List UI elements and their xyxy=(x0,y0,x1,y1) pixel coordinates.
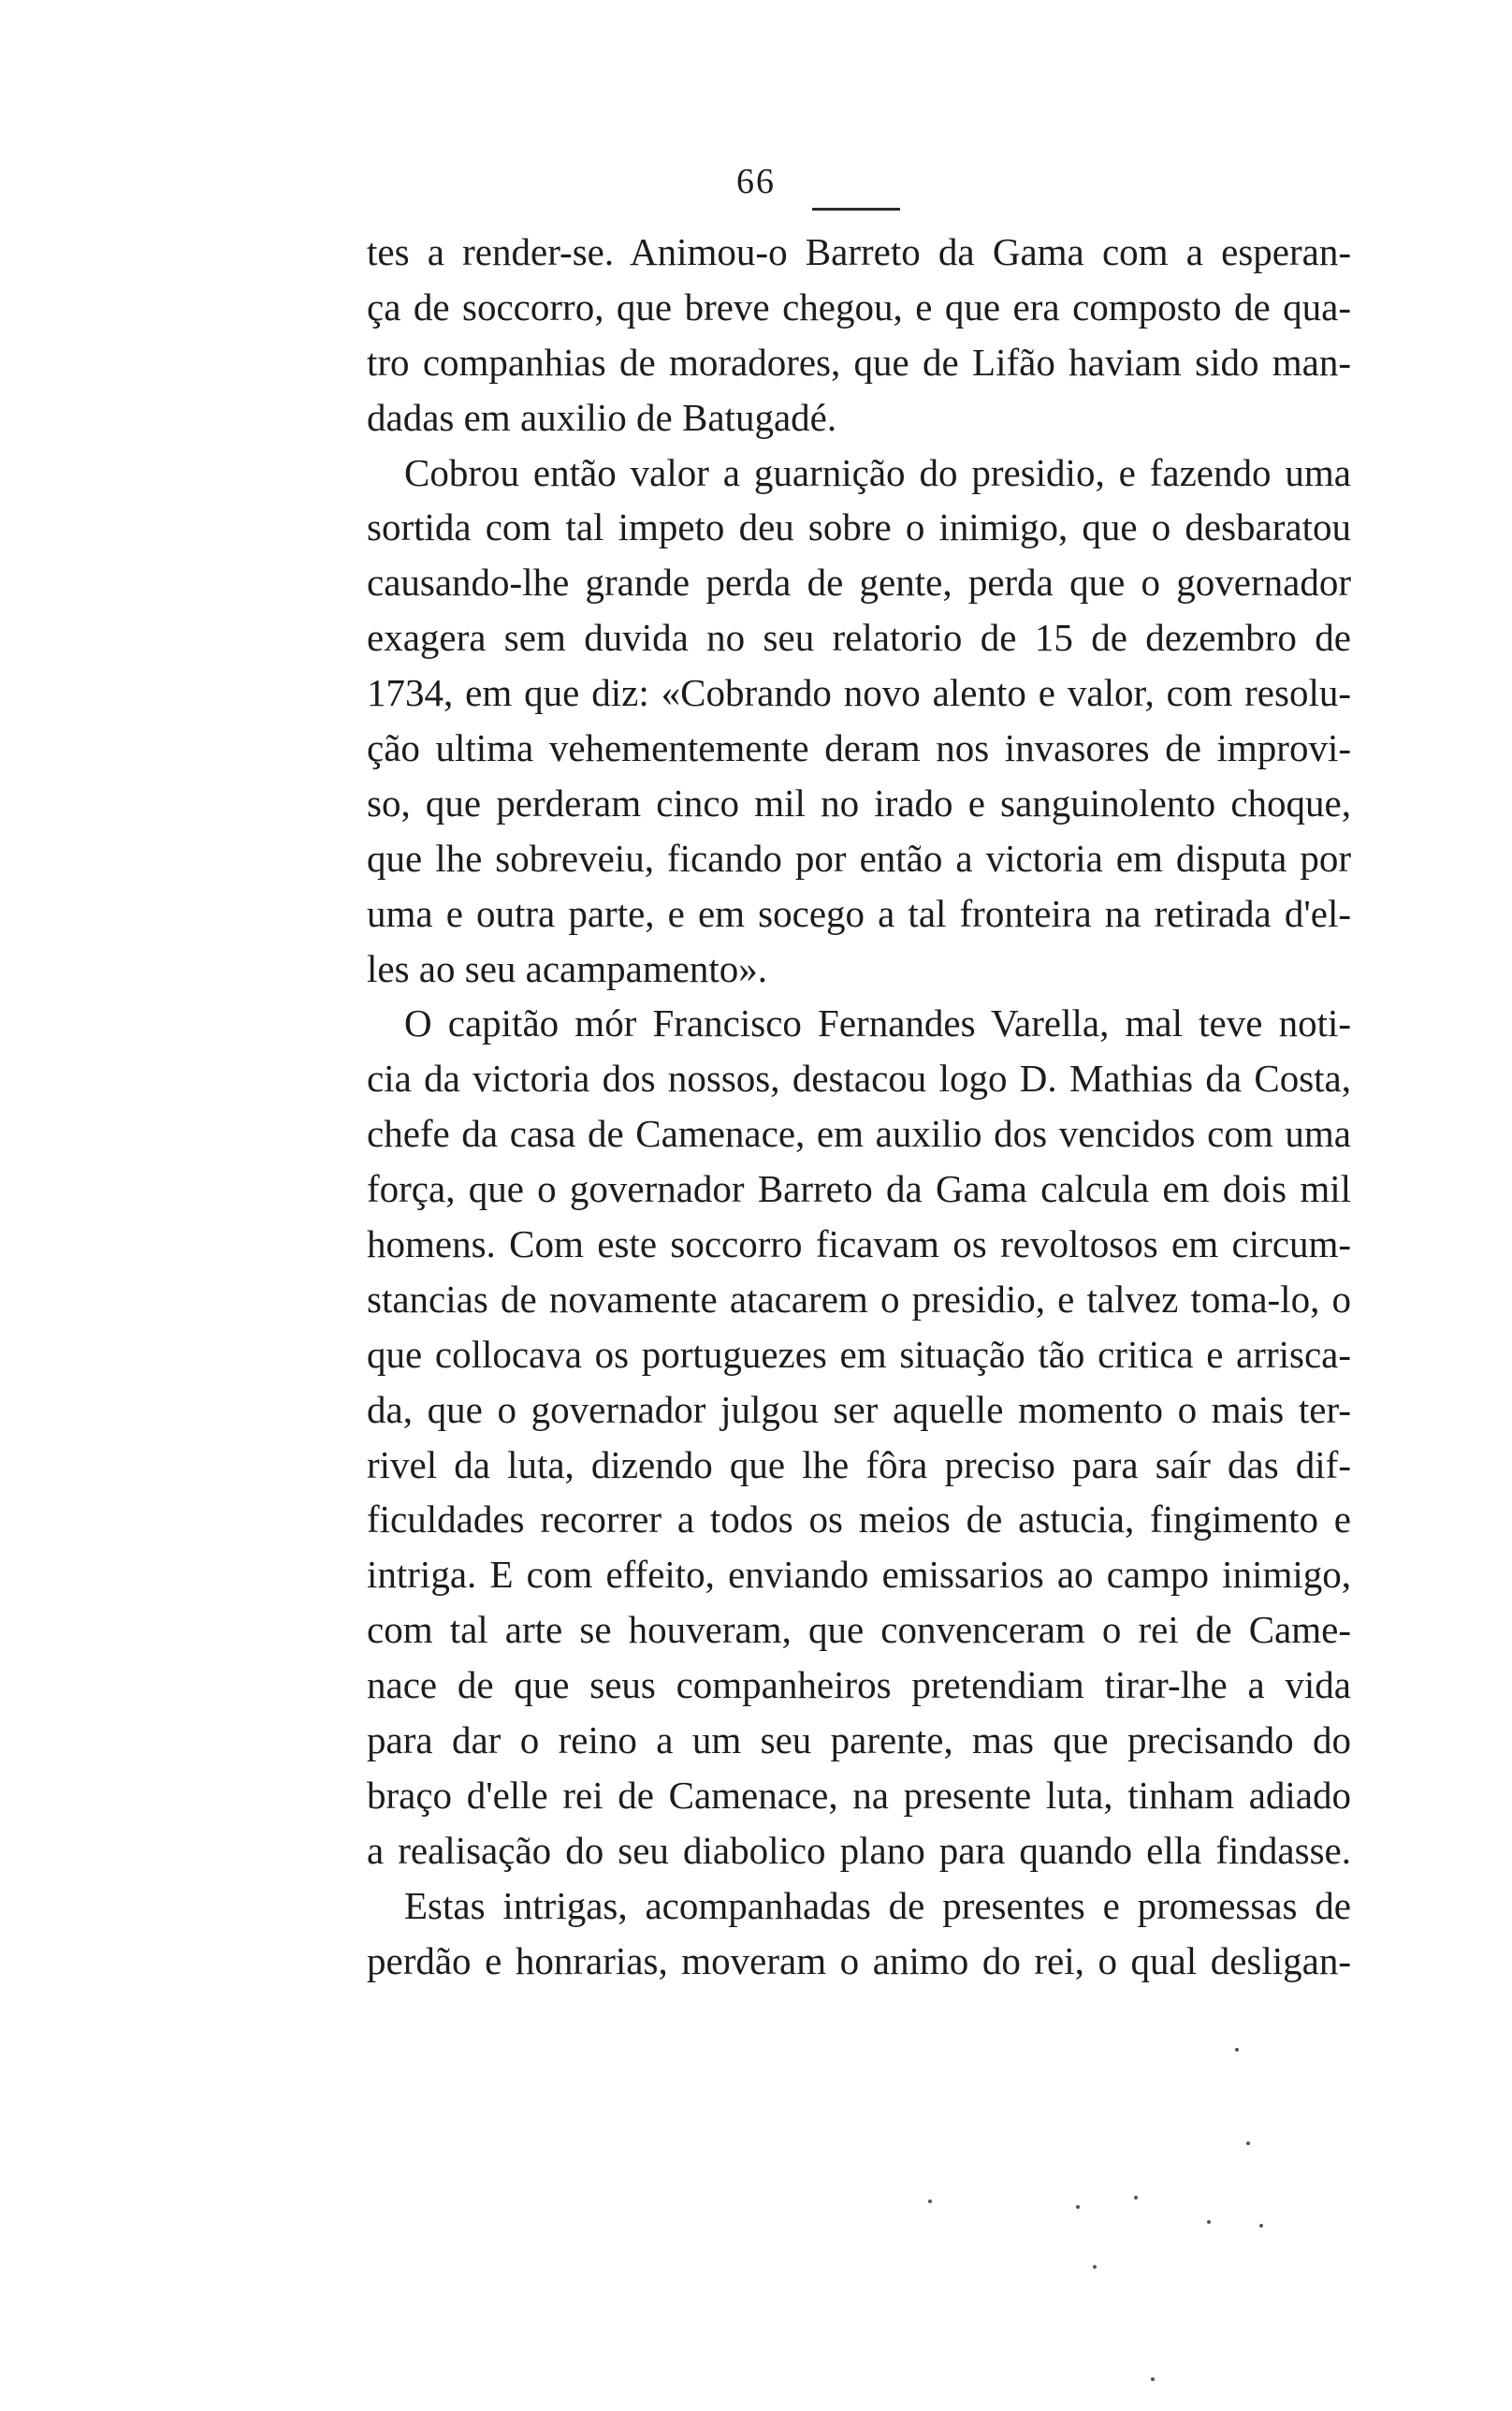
scan-speck xyxy=(1207,2220,1211,2224)
text-line: homens. Com este soccorro ficavam os revoltosos em circum- xyxy=(367,1222,1351,1266)
text-line: perdão e honrarias, moveram o animo do rei, o qual desligan- xyxy=(367,1938,1351,1982)
page-number: 66 xyxy=(736,162,776,201)
text-line: dadas em auxilio de Batugadé. xyxy=(367,395,837,439)
text-line: so, que perderam cinco mil no irado e sanguinolento choque, xyxy=(367,781,1351,825)
scan-speck xyxy=(1134,2196,1138,2199)
text-line: que collocava os portuguezes em situação tão critica e arrisca- xyxy=(367,1332,1351,1376)
text-line: O capitão mór Francisco Fernandes Varella, mal teve noti- xyxy=(404,1001,1351,1045)
text-line: tes a render-se. Animou-o Barreto da Gama com a esperan- xyxy=(367,230,1351,273)
text-line: força, que o governador Barreto da Gama calcula em dois mil xyxy=(367,1167,1351,1211)
text-line: tro companhias de moradores, que de Lifão haviam sido man- xyxy=(367,340,1351,384)
text-line: Estas intrigas, acompanhadas de presentes e promessas de xyxy=(404,1883,1351,1927)
text-line: intriga. E com effeito, enviando emissarios ao campo inimigo, xyxy=(367,1553,1351,1597)
text-line: ça de soccorro, que breve chegou, e que era composto de qua- xyxy=(367,285,1351,329)
text-line: exagera sem duvida no seu relatorio de 15 de dezembro de xyxy=(367,616,1351,660)
text-line: para dar o reino a um seu parente, mas que precisando do xyxy=(367,1718,1351,1762)
paragraph xyxy=(367,996,1351,1878)
text-block xyxy=(367,225,1351,1989)
text-line: sortida com tal impeto deu sobre o inimigo, que o desbaratou xyxy=(367,505,1351,549)
scan-speck xyxy=(928,2199,932,2203)
page-number-rule xyxy=(812,208,900,211)
text-line: chefe da casa de Camenace, em auxilio dos vencidos com uma xyxy=(367,1112,1351,1156)
scan-speck xyxy=(1076,2205,1080,2209)
paragraph xyxy=(367,225,1351,446)
text-line: da, que o governador julgou ser aquelle momento o mais ter- xyxy=(367,1387,1351,1431)
text-line: les ao seu acampamento». xyxy=(367,946,768,990)
text-line: nace de que seus companheiros pretendiam tirar-lhe a vida xyxy=(367,1663,1351,1707)
text-line: ção ultima vehementemente deram nos invasores de improvi- xyxy=(367,726,1351,770)
text-line: Cobrou então valor a guarnição do presidio, e fazendo uma xyxy=(404,450,1351,494)
text-line: a realisação do seu diabolico plano para quando ella findasse. xyxy=(367,1828,1351,1872)
text-line: stancias de novamente atacarem o presidio, e talvez toma-lo, o xyxy=(367,1277,1351,1321)
text-line: com tal arte se houveram, que convenceram o rei de Came- xyxy=(367,1608,1351,1652)
scan-speck xyxy=(1235,2048,1239,2052)
text-line: ficuldades recorrer a todos os meios de astucia, fingimento e xyxy=(367,1498,1351,1542)
scan-speck xyxy=(1246,2141,1250,2145)
text-line: uma e outra parte, e em socego a tal fronteira na retirada d'el- xyxy=(367,891,1351,935)
text-line: braço d'elle rei de Camenace, na presente luta, tinham adiado xyxy=(367,1773,1351,1817)
text-line: que lhe sobreveiu, ficando por então a victoria em disputa por xyxy=(367,836,1351,880)
scan-speck xyxy=(1151,2377,1155,2381)
scan-speck xyxy=(1093,2265,1097,2269)
paragraph xyxy=(367,446,1351,997)
text-line: cia da victoria dos nossos, destacou logo D. Mathias da Costa, xyxy=(367,1057,1351,1101)
paragraph xyxy=(367,1878,1351,1989)
scan-speck xyxy=(1259,2224,1263,2228)
text-line: rivel da luta, dizendo que lhe fôra preciso para saír das dif- xyxy=(367,1442,1351,1486)
text-line: 1734, em que diz: «Cobrando novo alento e valor, com resolu- xyxy=(367,671,1351,715)
text-line: causando-lhe grande perda de gente, perda que o governador xyxy=(367,561,1351,605)
